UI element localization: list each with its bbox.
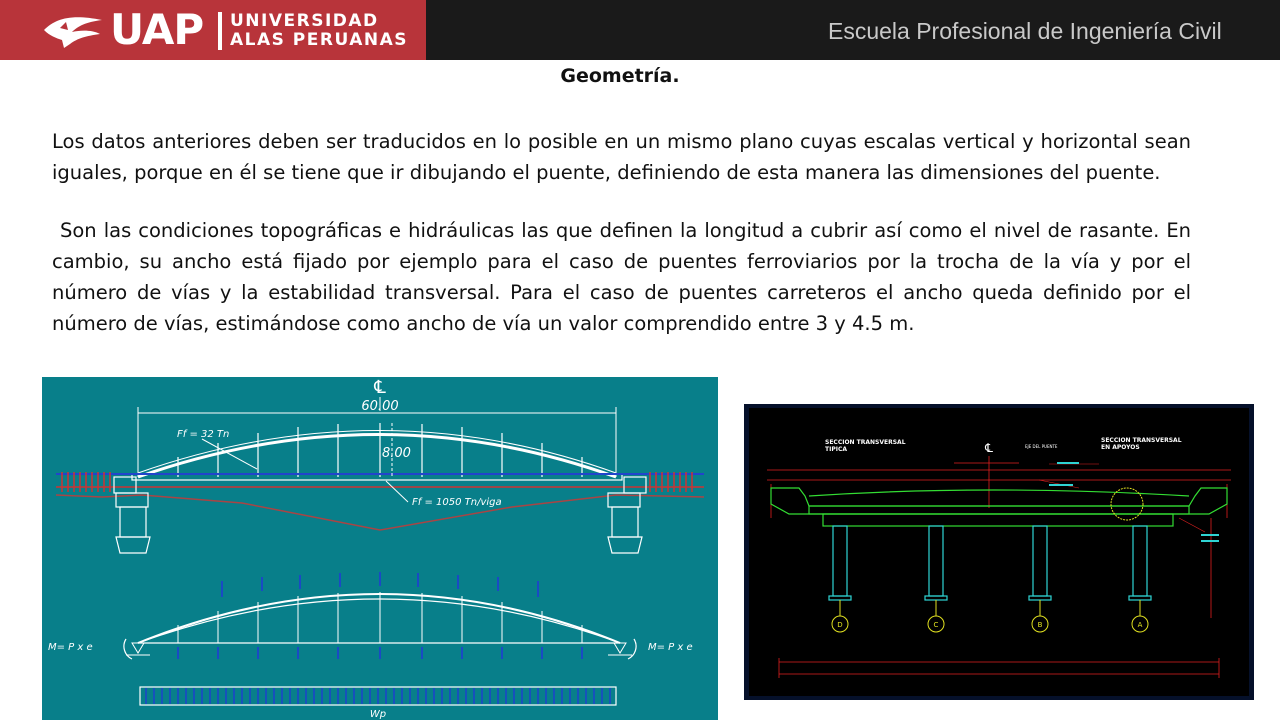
- paragraph-2: Son las condiciones topográficas e hidráulicas las que definen la longitud a cubrir así como el nivel de rasante. En cambio, su ancho está fijado por ejemplo para el caso de puentes ferroviarios por la trocha de la vía y por el número de vías y la estabilidad transversal. Para el caso de puentes carreteros el ancho queda definido por el número de vías, estimándose como ancho de vía un valor comprendido entre 3 y 4.5 m.: [52, 219, 1191, 335]
- school-name: Escuela Profesional de Ingeniería Civil: [828, 18, 1222, 44]
- logo-alas-peruanas-text: ALAS PERUANAS: [230, 30, 409, 50]
- rise-dimension: 8.00: [382, 446, 411, 461]
- bird-emblem-icon: [42, 10, 104, 50]
- section-title-left-1: SECCION TRANSVERSAL: [825, 439, 906, 446]
- university-logo: [0, 0, 426, 60]
- centerline-symbol: ℄: [374, 377, 386, 398]
- load-label: Wp: [369, 709, 387, 720]
- force-top-label: Ff = 32 Tn: [177, 429, 230, 440]
- logo-divider: [218, 12, 222, 50]
- force-bottom-label: Ff = 1050 Tn/viga: [412, 497, 502, 508]
- pier-label-a: A: [1137, 621, 1143, 629]
- cad-drawing-area: [749, 408, 1249, 696]
- cross-section-drawing: [749, 408, 1249, 696]
- logo-university-text: UNIVERSIDAD: [230, 11, 379, 31]
- paragraph-1: Los datos anteriores deben ser traducidos en lo posible en un mismo plano cuyas escalas vertical y horizontal sean iguales, porque en él se tiene que ir dibujando el puente, definiendo de esta manera las dimensiones del puente.: [52, 130, 1191, 184]
- pier-label-c: C: [933, 621, 939, 629]
- moment-left-label: M= P x e: [48, 642, 93, 653]
- section-title-right-1: SECCION TRANSVERSAL: [1101, 437, 1182, 444]
- moment-right-label: M= P x e: [648, 642, 693, 653]
- section-title: Geometría.: [560, 65, 680, 87]
- section-title-left-2: TIPICA: [825, 446, 848, 453]
- pier-label-b: B: [1037, 621, 1043, 629]
- section-centerline: ℄: [985, 441, 993, 455]
- section-title-right-2: EN APOYOS: [1101, 444, 1140, 451]
- bridge-axis-label: EJE DEL PUENTE: [1025, 444, 1058, 449]
- span-dimension: 60.00: [361, 399, 399, 414]
- pier-label-d: D: [837, 621, 843, 629]
- arch-bridge-drawing: [42, 377, 718, 720]
- cross-section-figure: [744, 404, 1254, 700]
- logo-uap-text: UAP: [110, 5, 204, 54]
- header-bar: [0, 0, 1280, 60]
- arch-bridge-figure: [42, 377, 718, 720]
